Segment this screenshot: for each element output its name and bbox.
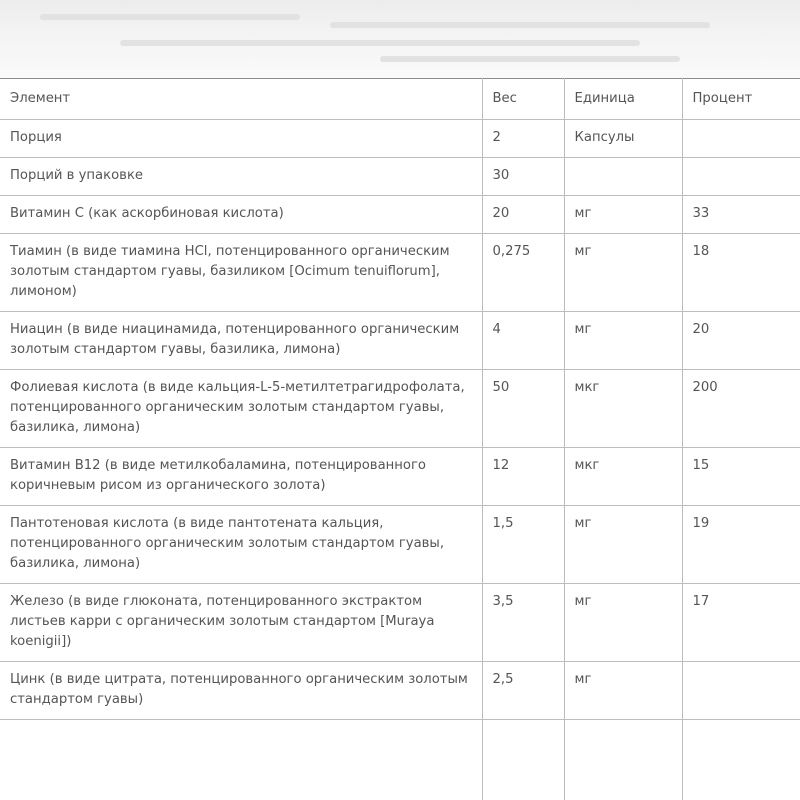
cell-element: Тиамин (в виде тиамина HCl, потенцированного органическим золотым стандартом гуавы, базиликом [Ocimum tenuiflorum], лимоном) <box>0 234 482 312</box>
table-header-row <box>0 79 800 120</box>
cell-percent: 18 <box>682 234 800 312</box>
cell-weight: 50 <box>482 370 564 448</box>
cell-empty <box>564 720 682 800</box>
cell-unit: мг <box>564 234 682 312</box>
cell-element: Порция <box>0 120 482 158</box>
table-row <box>0 120 800 158</box>
header-cell-element: Элемент <box>0 79 482 120</box>
cell-percent: 200 <box>682 370 800 448</box>
cell-percent <box>682 662 800 720</box>
cell-weight: 12 <box>482 448 564 506</box>
table-row <box>0 584 800 662</box>
cell-element: Витамин С (как аскорбиновая кислота) <box>0 196 482 234</box>
cell-unit: мг <box>564 584 682 662</box>
cell-unit: мг <box>564 312 682 370</box>
cell-percent <box>682 120 800 158</box>
cell-weight: 2 <box>482 120 564 158</box>
table-row <box>0 158 800 196</box>
cell-empty <box>682 720 800 800</box>
cell-percent: 20 <box>682 312 800 370</box>
nutrition-table <box>0 78 800 800</box>
cell-weight: 20 <box>482 196 564 234</box>
cell-weight: 1,5 <box>482 506 564 584</box>
cell-percent <box>682 158 800 196</box>
table-row-cut-off <box>0 720 800 800</box>
table-row <box>0 506 800 584</box>
cell-empty <box>0 720 482 800</box>
cell-element: Ниацин (в виде ниацинамида, потенцированного органическим золотым стандартом гуавы, базилика, лимона) <box>0 312 482 370</box>
cell-unit: мг <box>564 196 682 234</box>
blur-smudge <box>330 22 710 28</box>
table-row <box>0 448 800 506</box>
cell-unit: мкг <box>564 448 682 506</box>
cell-unit: мкг <box>564 370 682 448</box>
cell-element: Цинк (в виде цитрата, потенцированного органическим золотым стандартом гуавы) <box>0 662 482 720</box>
table-row <box>0 370 800 448</box>
cell-unit: Капсулы <box>564 120 682 158</box>
cell-element: Витамин B12 (в виде метилкобаламина, потенцированного коричневым рисом из органического золота) <box>0 448 482 506</box>
cell-percent: 15 <box>682 448 800 506</box>
cell-unit <box>564 158 682 196</box>
blurred-header-area <box>0 0 800 78</box>
cell-element: Железо (в виде глюконата, потенцированного экстрактом листьев карри с органическим золотым стандартом [Muraya koenigii]) <box>0 584 482 662</box>
table-row <box>0 312 800 370</box>
cell-weight: 4 <box>482 312 564 370</box>
table-row <box>0 234 800 312</box>
header-cell-percent: Процент <box>682 79 800 120</box>
cell-weight: 30 <box>482 158 564 196</box>
cell-element: Пантотеновая кислота (в виде пантотената кальция, потенцированного органическим золотым стандартом гуавы, базилика, лимона) <box>0 506 482 584</box>
cell-percent: 17 <box>682 584 800 662</box>
header-cell-unit: Единица <box>564 79 682 120</box>
blur-smudge <box>40 14 300 20</box>
table-row <box>0 662 800 720</box>
blur-smudge <box>380 56 680 62</box>
blur-smudge <box>120 40 640 46</box>
cell-element: Фолиевая кислота (в виде кальция-L-5-метилтетрагидрофолата, потенцированного органическим золотым стандартом гуавы, базилика, лимона) <box>0 370 482 448</box>
cell-empty <box>482 720 564 800</box>
cell-weight: 0,275 <box>482 234 564 312</box>
cell-unit: мг <box>564 506 682 584</box>
cell-percent: 33 <box>682 196 800 234</box>
header-cell-weight: Вес <box>482 79 564 120</box>
cell-unit: мг <box>564 662 682 720</box>
cell-percent: 19 <box>682 506 800 584</box>
cell-element: Порций в упаковке <box>0 158 482 196</box>
cell-weight: 2,5 <box>482 662 564 720</box>
table-row <box>0 196 800 234</box>
cell-weight: 3,5 <box>482 584 564 662</box>
